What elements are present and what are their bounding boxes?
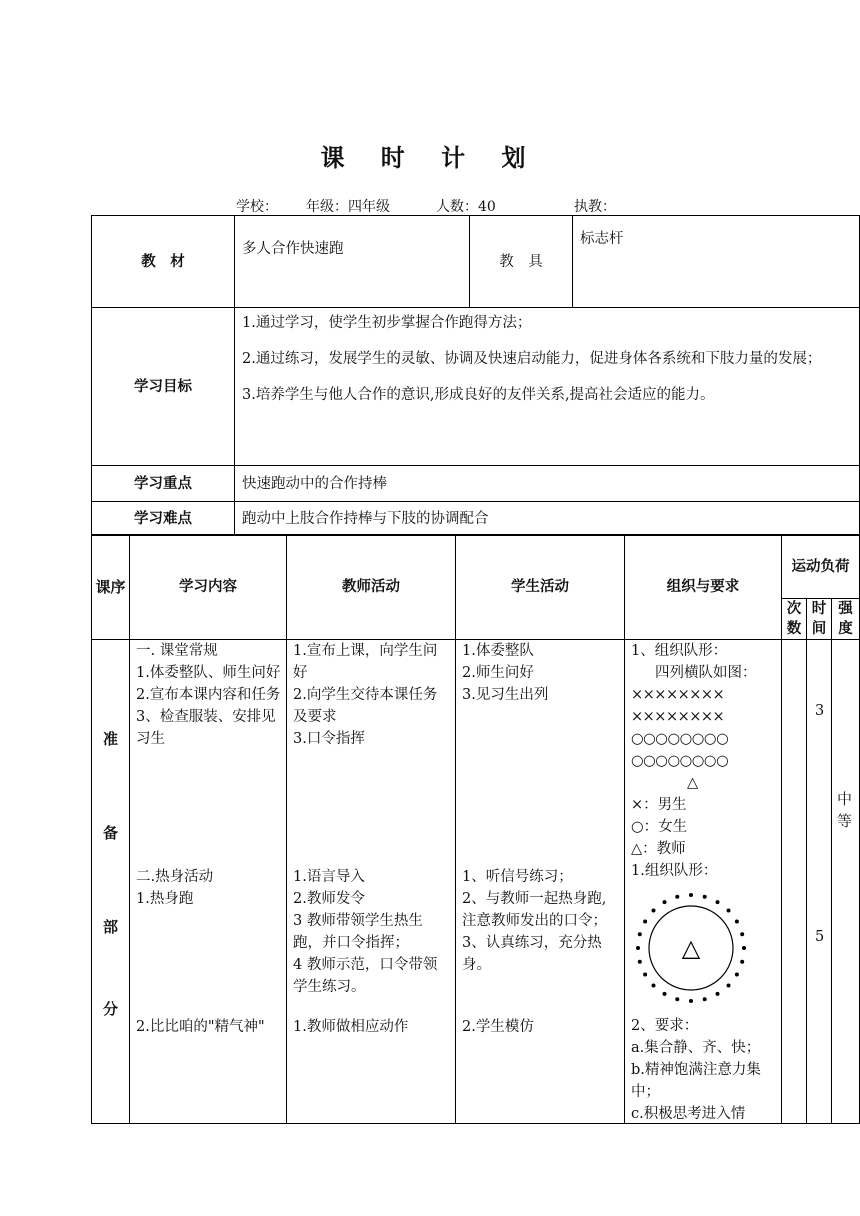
teacher-cell: [287, 640, 456, 1124]
teacher-b4: 4 教师示范，口令带领学生练习。: [293, 957, 438, 995]
school-field: 学校：: [236, 199, 278, 215]
formation-boys-row-2: ××××××××: [631, 709, 725, 725]
student-a1: 1.体委整队: [462, 643, 534, 659]
student-dot: [703, 895, 707, 899]
order-header: 课序: [92, 535, 130, 640]
legend-boys: ×：男生: [631, 797, 687, 813]
student-dot: [638, 960, 642, 964]
content-b1: 二.热身活动: [136, 869, 214, 885]
org-cell: [625, 640, 782, 1124]
time-value-1: 3: [815, 703, 825, 719]
teacher-c1: 1.教师做相应动作: [293, 1019, 409, 1035]
times-cell: [782, 640, 807, 1124]
intensity-cell: [832, 640, 860, 1124]
student-dot: [742, 946, 746, 950]
content-c1: 2.比比咱的"精气神": [136, 1019, 265, 1035]
org-b1: 1.组织队形：: [631, 863, 718, 879]
org-header: 组织与要求: [625, 535, 782, 640]
count-field: 人数：40: [436, 199, 496, 215]
goals-label: 学习目标: [92, 308, 235, 466]
student-dot: [638, 932, 642, 936]
difficulty-value: 跑动中上肢合作持棒与下肢的协调配合: [235, 502, 860, 536]
content-header: 学习内容: [130, 535, 287, 640]
formation-girls-row-1: ○○○○○○○○: [631, 731, 729, 747]
student-dot: [675, 895, 679, 899]
teacher-a2: 2.向学生交待本课任务及要求: [293, 687, 438, 725]
equipment-label: 教 具: [470, 216, 573, 308]
circle-teacher-icon: △: [681, 934, 701, 962]
goals-cell: [235, 308, 860, 466]
student-dot: [643, 973, 647, 977]
legend-teacher: △：教师: [631, 841, 686, 857]
org-c4: c.积极思考进入情: [631, 1106, 746, 1122]
time-value-2: 5: [815, 929, 825, 945]
load-header: 运动负荷: [782, 535, 860, 599]
focus-value: 快速跑动中的合作持棒: [235, 466, 860, 502]
formation-girls-row-2: ○○○○○○○○: [631, 753, 729, 769]
student-dot: [689, 999, 693, 1003]
section-char-2: 备: [103, 824, 119, 842]
student-b1: 1、听信号练习；: [462, 869, 573, 885]
time-header: 时间: [807, 599, 832, 640]
goal-1: 1.通过学习，使学生初步掌握合作跑得方法；: [242, 315, 532, 331]
student-dot: [636, 946, 640, 950]
student-a2: 2.师生问好: [462, 665, 534, 681]
student-dot: [716, 992, 720, 996]
student-b2: 2、与教师一起热身跑,注意教师发出的口令；: [462, 891, 607, 929]
student-dot: [716, 900, 720, 904]
teacher-triangle-icon: △: [687, 775, 699, 791]
legend-girls: ○：女生: [631, 819, 688, 835]
focus-label: 学习重点: [92, 466, 235, 502]
teacher-field: 执教：: [574, 199, 616, 215]
lesson-table: [91, 534, 860, 1124]
student-dot: [727, 984, 731, 988]
section-char-3: 部: [103, 918, 119, 936]
teacher-activity-header: 教师活动: [287, 535, 456, 640]
student-dot: [663, 992, 667, 996]
student-dot: [740, 932, 744, 936]
student-dot: [663, 900, 667, 904]
student-dot: [652, 984, 656, 988]
org-c3: b.精神饱满注意力集中；: [631, 1062, 761, 1100]
student-dot: [727, 909, 731, 913]
student-dot: [689, 893, 693, 897]
section-char-1: 准: [103, 730, 119, 748]
content-a2: 1.体委整队、师生问好: [136, 665, 281, 681]
content-a4: 3、检查服装、安排见习生: [136, 709, 276, 747]
student-dot: [652, 909, 656, 913]
org-c1: 2、要求：: [631, 1018, 699, 1034]
student-dot: [735, 973, 739, 977]
difficulty-label: 学习难点: [92, 502, 235, 536]
org-a1: 1、组织队形：: [631, 643, 728, 659]
student-dot: [703, 997, 707, 1001]
section-name-cell: [92, 640, 130, 1124]
student-c1: 2.学生模仿: [462, 1019, 534, 1035]
page-title: 课 时 计 划: [320, 143, 540, 172]
org-a2: 四列横队如图：: [655, 665, 757, 681]
intensity-value: 中等: [837, 790, 853, 830]
student-dot: [735, 920, 739, 924]
goal-2: 2.通过练习，发展学生的灵敏、协调及快速启动能力，促进身体各系统和下肢力量的发展；: [242, 351, 822, 367]
content-a3: 2.宣布本课内容和任务: [136, 687, 281, 703]
teacher-b2: 2.教师发令: [293, 891, 365, 907]
material-value: 多人合作快速跑: [235, 216, 470, 308]
warmup-circle-diagram: [633, 890, 749, 1006]
section-char-4: 分: [103, 1000, 119, 1018]
student-dot: [740, 960, 744, 964]
material-label: 教 材: [92, 216, 235, 308]
equipment-value: 标志杆: [573, 216, 860, 308]
student-dot: [643, 920, 647, 924]
org-c2: a.集合静、齐、快；: [631, 1040, 761, 1056]
student-dot: [675, 997, 679, 1001]
goal-3: 3.培养学生与他人合作的意识,形成良好的友伴关系,提高社会适应的能力。: [242, 387, 715, 403]
student-b3: 3、认真练习，充分热身。: [462, 935, 602, 973]
formation-boys-row-1: ××××××××: [631, 687, 725, 703]
content-b2: 1.热身跑: [136, 891, 194, 907]
content-cell: [130, 640, 287, 1124]
student-a3: 3.见习生出列: [462, 687, 549, 703]
header-table: [91, 215, 860, 536]
student-cell: [456, 640, 625, 1124]
content-a1: 一. 课堂常规: [136, 643, 218, 659]
grade-field: 年级：四年级: [306, 199, 390, 215]
student-activity-header: 学生活动: [456, 535, 625, 640]
intensity-header: 强度: [832, 599, 860, 640]
teacher-a3: 3.口令指挥: [293, 731, 365, 747]
time-cell: [807, 640, 832, 1124]
teacher-b3: 3 教师带领学生热生跑，并口令指挥；: [293, 913, 423, 951]
teacher-b1: 1.语言导入: [293, 869, 365, 885]
times-header: 次数: [782, 599, 807, 640]
teacher-a1: 1.宣布上课，向学生问好: [293, 643, 438, 681]
